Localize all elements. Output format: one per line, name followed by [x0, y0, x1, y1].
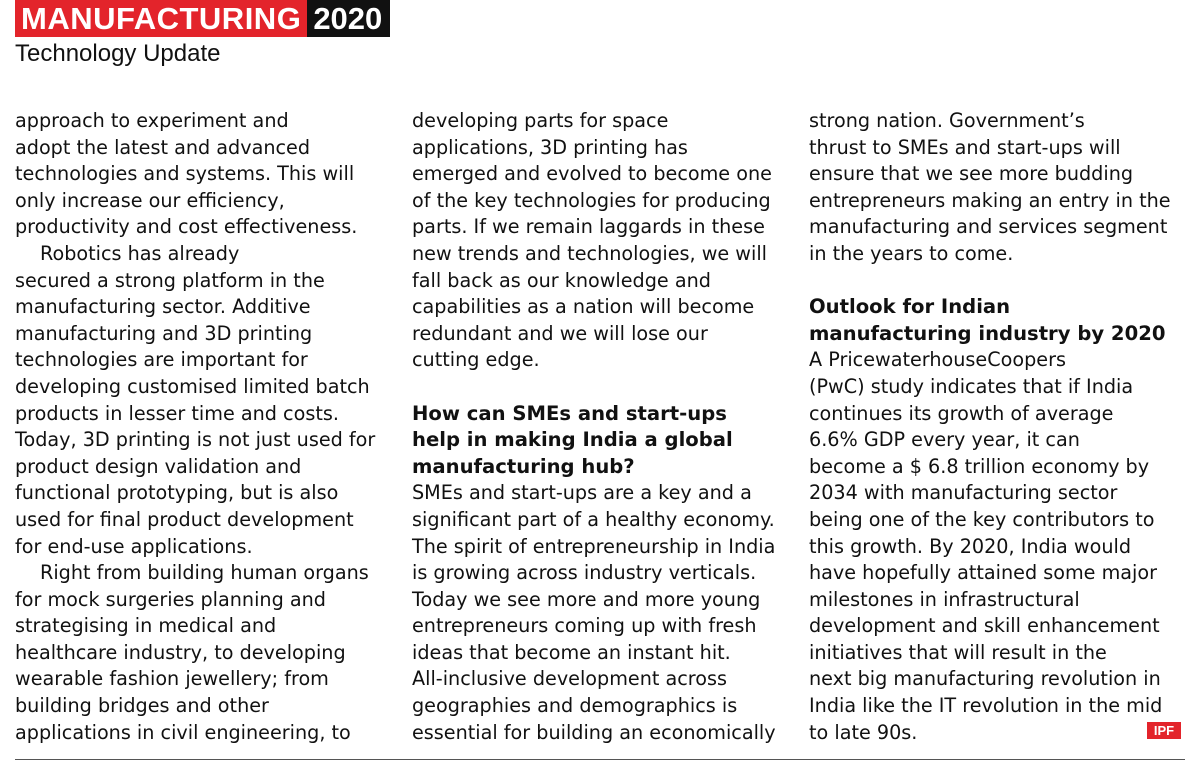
text-line: secured a strong platform in the — [15, 268, 325, 292]
text-line: redundant and we will lose our — [412, 321, 708, 345]
text-line: become a $ 6.8 trillion economy by — [809, 454, 1150, 478]
text-line: A PricewaterhouseCoopers — [809, 348, 1066, 372]
text-line: used for final product development — [15, 507, 354, 531]
text-line: Robotics has already — [40, 241, 240, 265]
section-title-year: 2020 — [307, 0, 390, 37]
article-column-1 — [15, 108, 400, 746]
text-line: SMEs and start-ups are a key and a — [412, 481, 752, 505]
text-line: geographies and demographics is — [412, 694, 738, 718]
text-line: India like the IT revolution in the mid — [809, 694, 1163, 718]
text-line: manufacturing sector. Additive — [15, 295, 311, 319]
text-line: for mock surgeries planning and — [15, 587, 326, 611]
text-line: applications, 3D printing has — [412, 135, 688, 159]
subheading-line: How can SMEs and start-ups — [412, 401, 727, 425]
section-subtitle: Technology Update — [15, 40, 221, 67]
text-line: continues its growth of average — [809, 401, 1114, 425]
text-line: 6.6% GDP every year, it can — [809, 428, 1080, 452]
text-line: emerged and evolved to become one — [412, 162, 772, 186]
text-line: manufacturing and services segment — [809, 215, 1168, 239]
text-line: Today we see more and more young — [412, 587, 761, 611]
text-line: strategising in medical and — [15, 614, 277, 638]
text-line: developing customised limited batch — [15, 374, 370, 398]
subheading-line: Outlook for Indian — [809, 295, 1011, 319]
text-line: functional prototyping, but is also — [15, 481, 339, 505]
text-line: 2034 with manufacturing sector — [809, 481, 1118, 505]
text-line: thrust to SMEs and start-ups will — [809, 135, 1121, 159]
text-line: essential for building an economically — [412, 720, 776, 744]
article-column-3 — [809, 108, 1194, 746]
text-line: of the key technologies for producing — [412, 188, 771, 212]
text-line: strong nation. Government’s — [809, 109, 1085, 132]
subheading-line: manufacturing industry by 2020 — [809, 321, 1166, 345]
text-line: entrepreneurs coming up with fresh — [412, 614, 757, 638]
text-line: wearable fashion jewellery; from — [15, 667, 329, 691]
text-line: healthcare industry, to developing — [15, 640, 346, 664]
text-line: only increase our efficiency, — [15, 188, 285, 212]
paragraph-spacer — [809, 268, 1194, 295]
text-line: technologies are important for — [15, 348, 308, 372]
text-line: cutting edge. — [412, 348, 540, 372]
text-line: The spirit of entrepreneurship in India — [412, 534, 776, 558]
text-line: to late 90s. — [809, 720, 918, 744]
text-line: fall back as our knowledge and — [412, 268, 711, 292]
text-line: applications in civil engineering, to — [15, 720, 351, 744]
text-line: in the years to come. — [809, 241, 1014, 265]
article-column-2 — [412, 108, 797, 746]
text-line: capabilities as a nation will become — [412, 295, 755, 319]
section-title-main: MANUFACTURING — [15, 0, 307, 37]
paragraph-spacer — [412, 374, 797, 401]
text-line: is growing across industry verticals. — [412, 561, 757, 585]
text-line: significant part of a healthy economy. — [412, 507, 775, 531]
footer-rule — [15, 759, 1185, 760]
text-line: next big manufacturing revolution in — [809, 667, 1161, 691]
section-title — [15, 0, 390, 37]
text-line: being one of the key contributors to — [809, 507, 1155, 531]
text-line: entrepreneurs making an entry in the — [809, 188, 1171, 212]
text-line: new trends and technologies, we will — [412, 241, 767, 265]
text-line: ensure that we see more budding — [809, 162, 1134, 186]
ipf-logo: IPF — [1147, 722, 1181, 739]
text-line: milestones in infrastructural — [809, 587, 1080, 611]
text-line: Today, 3D printing is not just used for — [15, 428, 376, 452]
text-line: developing parts for space — [412, 109, 669, 132]
page-header — [15, 0, 390, 69]
text-line: approach to experiment and — [15, 109, 289, 132]
subheading-line: manufacturing hub? — [412, 454, 635, 478]
text-line: All-inclusive development across — [412, 667, 728, 691]
text-line: adopt the latest and advanced — [15, 135, 311, 159]
text-line: this growth. By 2020, India would — [809, 534, 1132, 558]
subheading-line: help in making India a global — [412, 428, 733, 452]
text-line: ideas that become an instant hit. — [412, 640, 731, 664]
text-line: technologies and systems. This will — [15, 162, 355, 186]
text-line: products in lesser time and costs. — [15, 401, 339, 425]
text-line: initiatives that will result in the — [809, 640, 1107, 664]
text-line: Right from building human organs — [40, 561, 369, 585]
text-line: product design validation and — [15, 454, 302, 478]
text-line: (PwC) study indicates that if India — [809, 374, 1134, 398]
text-line: building bridges and other — [15, 694, 269, 718]
text-line: parts. If we remain laggards in these — [412, 215, 765, 239]
text-line: manufacturing and 3D printing — [15, 321, 313, 345]
text-line: development and skill enhancement — [809, 614, 1160, 638]
text-line: for end-use applications. — [15, 534, 253, 558]
text-line: productivity and cost effectiveness. — [15, 215, 358, 239]
text-line: have hopefully attained some major — [809, 561, 1157, 585]
